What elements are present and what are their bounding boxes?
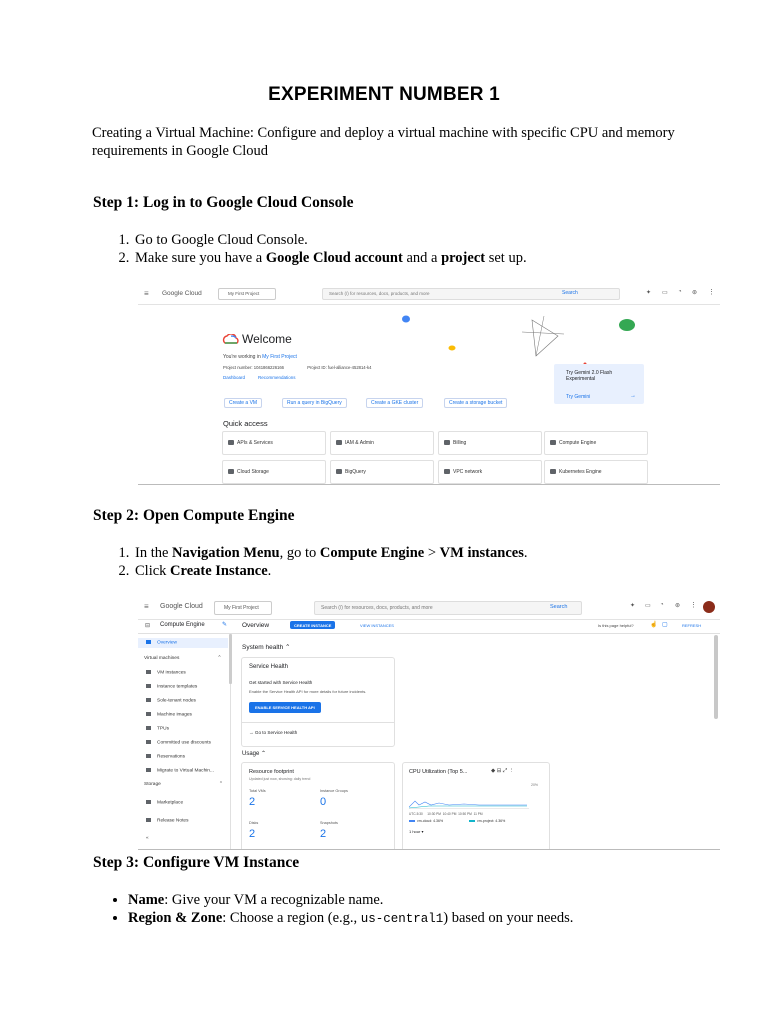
quick-access-card[interactable]: VPC network bbox=[438, 460, 542, 484]
billing-icon bbox=[444, 440, 450, 445]
working-in-text: You're working in My First Project bbox=[223, 354, 297, 360]
step2-heading: Step 2: Open Compute Engine bbox=[93, 507, 295, 524]
legend-item: vm-cloud: 4.36% bbox=[409, 819, 443, 823]
notifications-icon[interactable]: ◔ bbox=[660, 602, 664, 608]
document-title: EXPERIMENT NUMBER 1 bbox=[268, 84, 500, 105]
project-selector[interactable]: My First Project bbox=[214, 601, 272, 615]
sidebar-item[interactable]: Migrate to Virtual Machin... bbox=[146, 768, 214, 773]
list-item: 2. Make sure you have a Google Cloud account and a project set up. bbox=[133, 249, 527, 267]
card-menu-icons[interactable]: ◆ ⊟ ⤢ ⋮ bbox=[491, 768, 515, 774]
search-button[interactable]: Search bbox=[550, 604, 568, 610]
disks-value[interactable]: 2 bbox=[249, 828, 256, 840]
sidebar-item[interactable]: VM instances bbox=[146, 670, 186, 675]
avatar[interactable] bbox=[703, 601, 715, 613]
service-health-card: Service Health Get started with Service Health Enable the Service Health API for more details for future incidents. ENABLE SERVICE HEALTH API → Go to Service Health bbox=[241, 657, 395, 747]
intro-paragraph: Creating a Virtual Machine: Configure and deploy a virtual machine with specific CPU and memory requirements in Google Cloud bbox=[92, 125, 675, 159]
instance-groups-value[interactable]: 0 bbox=[320, 796, 327, 808]
compute-engine-icon bbox=[550, 440, 556, 445]
sidebar-item[interactable]: Sole-tenant nodes bbox=[146, 698, 196, 703]
enable-service-health-button[interactable]: ENABLE SERVICE HEALTH API bbox=[249, 702, 321, 713]
quick-access-card[interactable]: APIs & Services bbox=[222, 431, 326, 455]
snapshots-value[interactable]: 2 bbox=[320, 828, 327, 840]
project-selector[interactable]: My First Project bbox=[218, 288, 276, 300]
more-icon[interactable]: ⋮ bbox=[708, 289, 715, 296]
cloud-shell-icon[interactable]: ▭ bbox=[645, 603, 651, 609]
search-input[interactable]: Search (/) for resources, docs, products, and more bbox=[322, 288, 620, 300]
project-info: Project number: 1041866226166 Project ID: fuel-alliance-452814-k4 bbox=[223, 365, 372, 370]
notifications-icon[interactable]: ◔ bbox=[678, 289, 682, 295]
google-cloud-logo: Google Cloud bbox=[162, 290, 202, 297]
cpu-sparkline bbox=[409, 787, 529, 809]
thumbs-up-icon[interactable]: ☝ bbox=[650, 622, 658, 628]
sidebar-item[interactable]: Reservations bbox=[146, 754, 185, 759]
sidebar-item[interactable]: Marketplace bbox=[146, 800, 183, 805]
sidebar-item[interactable]: TPUs bbox=[146, 726, 169, 731]
help-icon[interactable]: ⊛ bbox=[692, 290, 698, 296]
pin-icon[interactable]: ✎ bbox=[222, 622, 228, 628]
step1-list bbox=[115, 231, 527, 267]
gemini-card: Try Gemini 2.0 Flash Experimental Try Gemini → bbox=[554, 364, 644, 404]
quick-access-heading: Quick access bbox=[223, 419, 268, 428]
console-home-screenshot bbox=[138, 284, 720, 485]
search-input[interactable]: Search (/) for resources, docs, products, and more bbox=[314, 601, 582, 615]
sidebar-scrollbar[interactable] bbox=[229, 634, 232, 684]
page-title: Overview bbox=[242, 622, 270, 629]
menu-icon[interactable]: ≡ bbox=[144, 289, 149, 298]
kubernetes-icon bbox=[550, 469, 556, 474]
help-icon[interactable]: ⊛ bbox=[675, 603, 681, 609]
go-to-service-health-link[interactable]: → Go to Service Health bbox=[249, 730, 298, 735]
more-icon[interactable]: ⋮ bbox=[690, 602, 697, 609]
cloud-shell-icon[interactable]: ▭ bbox=[662, 290, 668, 296]
project-link[interactable]: My First Project bbox=[262, 354, 297, 360]
quick-access-card[interactable]: BigQuery bbox=[330, 460, 434, 484]
google-cloud-logo: Google Cloud bbox=[160, 603, 203, 610]
step3-heading: Step 3: Configure VM Instance bbox=[93, 854, 300, 871]
cpu-time-axis: UTC-5:30 10:30 PM 10:40 PM 10:50 PM 11 PM bbox=[409, 812, 483, 816]
usage-heading: Usage ⌃ bbox=[242, 751, 267, 757]
sidebar-item[interactable]: Release Notes bbox=[146, 818, 188, 823]
sidebar-item-overview[interactable]: Overview bbox=[138, 638, 228, 648]
view-instances-button[interactable]: VIEW INSTANCES bbox=[360, 623, 394, 628]
step1-heading: Step 1: Log in to Google Cloud Console bbox=[93, 194, 354, 211]
iam-icon bbox=[336, 440, 342, 445]
quick-access-card[interactable]: Billing bbox=[438, 431, 542, 455]
legend-item: vm-project: 4.36% bbox=[469, 819, 505, 823]
list-item: 2. Click Create Instance. bbox=[133, 562, 527, 580]
sidebar-section-vm[interactable]: Virtual machines ⌃ bbox=[144, 656, 222, 661]
gemini-icon[interactable]: ✦ bbox=[630, 603, 636, 609]
sidebar-item[interactable]: Instance templates bbox=[146, 684, 197, 689]
list-item: • Region & Zone: Choose a region (e.g., us-central1) based on your needs. bbox=[128, 909, 573, 928]
compute-engine-screenshot bbox=[138, 597, 720, 850]
cloud-logo-icon bbox=[222, 334, 240, 344]
gemini-icon[interactable]: ✦ bbox=[646, 290, 652, 296]
search-button[interactable]: Search bbox=[562, 290, 578, 296]
create-instance-button[interactable]: CREATE INSTANCE bbox=[290, 621, 335, 629]
cpu-utilization-card: CPU Utilization (Top 5... ◆ ⊟ ⤢ ⋮ 20% UTC-5:30 10:30 PM 10:40 PM 10:50 PM 11 PM vm-cloud: 4.36% vm-project: 4.36% 1 hour ▾ bbox=[402, 762, 550, 850]
system-health-heading: System health ⌃ bbox=[242, 644, 291, 651]
list-item: 1. Go to Google Cloud Console. bbox=[133, 231, 527, 249]
list-item: • Name: Give your VM a recognizable name. bbox=[128, 891, 573, 909]
collapse-icon[interactable]: « bbox=[146, 836, 149, 841]
try-gemini-link[interactable]: Try Gemini bbox=[566, 394, 591, 400]
helpful-text: Is this page helpful? bbox=[598, 623, 634, 628]
main-scrollbar[interactable] bbox=[714, 635, 718, 719]
total-vms-value[interactable]: 2 bbox=[249, 796, 256, 808]
compute-engine-icon: ⊟ bbox=[145, 623, 151, 629]
sidebar bbox=[138, 634, 231, 849]
quick-access-card[interactable]: IAM & Admin bbox=[330, 431, 434, 455]
bigquery-chip[interactable]: Run a query in BigQuery bbox=[282, 398, 347, 408]
storage-icon bbox=[228, 469, 234, 474]
quick-access-card[interactable]: Compute Engine bbox=[544, 431, 648, 455]
refresh-button[interactable]: REFRESH bbox=[682, 623, 702, 628]
menu-icon[interactable]: ≡ bbox=[144, 602, 149, 611]
recommendations-link[interactable]: Recommendations bbox=[258, 375, 296, 380]
list-item: 1. In the Navigation Menu, go to Compute Engine > VM instances. bbox=[133, 544, 527, 562]
arrow-right-icon[interactable]: → bbox=[630, 393, 636, 399]
vpc-icon bbox=[444, 469, 450, 474]
top-bar bbox=[138, 597, 720, 620]
quick-access-card[interactable]: Kubernetes Engine bbox=[544, 460, 648, 484]
dashboard-link[interactable]: Dashboard bbox=[223, 375, 246, 380]
welcome-heading: Welcome bbox=[242, 332, 292, 346]
sidebar-section-storage[interactable]: Storage ⌃ bbox=[144, 782, 223, 787]
sidebar-item[interactable]: Committed use discounts bbox=[146, 740, 211, 745]
quick-access-card[interactable]: Cloud Storage bbox=[222, 460, 326, 484]
feedback-icon[interactable]: ▢ bbox=[662, 622, 668, 628]
time-range-select[interactable]: 1 hour ▾ bbox=[409, 829, 424, 834]
api-icon bbox=[228, 440, 234, 445]
storage-chip[interactable]: Create a storage bucket bbox=[444, 398, 507, 408]
gke-chip[interactable]: Create a GKE cluster bbox=[366, 398, 423, 408]
create-vm-chip[interactable]: Create a VM bbox=[224, 398, 262, 408]
sidebar-item[interactable]: Machine images bbox=[146, 712, 192, 717]
step2-list bbox=[115, 544, 527, 580]
product-name: Compute Engine bbox=[160, 622, 205, 628]
step3-list bbox=[110, 891, 573, 928]
resource-footprint-card: Resource footprint Updated just now, showing: daily trend Total VMs 2 Instance Groups 0 Disks 2 Snapshots 2 bbox=[241, 762, 395, 850]
sub-header bbox=[138, 619, 720, 634]
bigquery-icon bbox=[336, 469, 342, 474]
